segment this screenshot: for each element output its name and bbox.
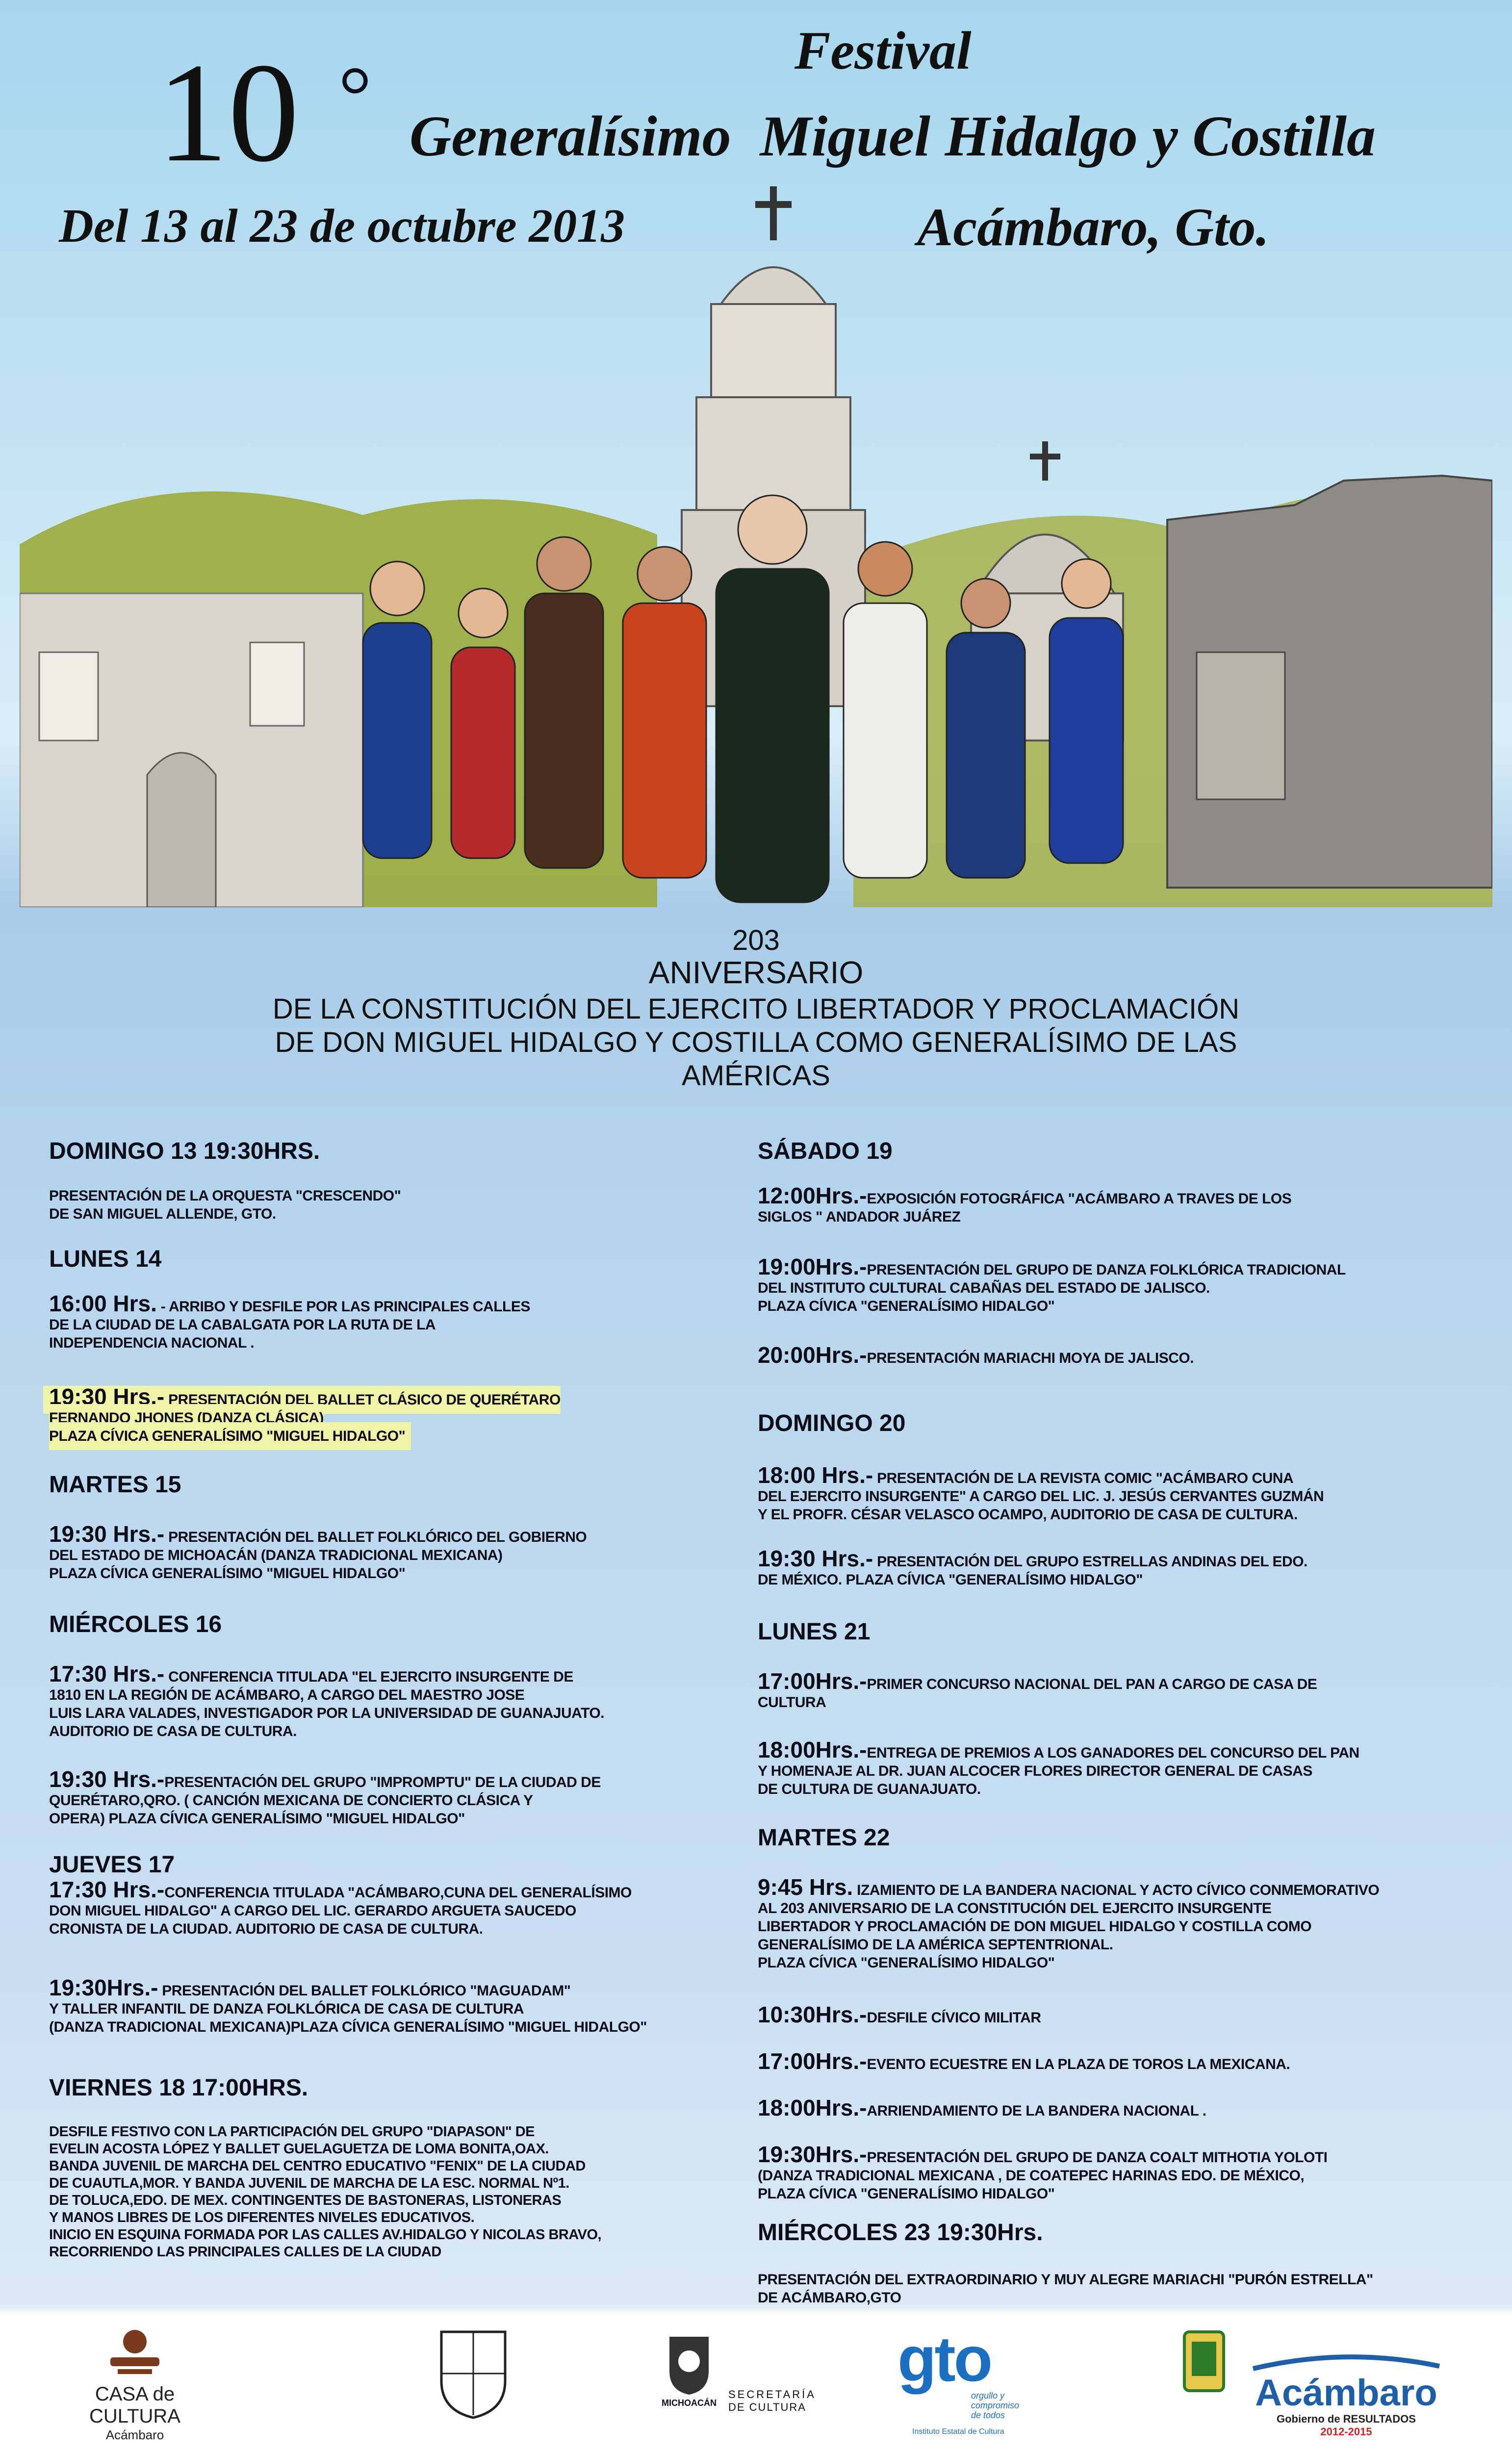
event-text: PRESENTACIÓN DEL BALLET CLÁSICO DE QUERÉTARO FERNANDO JHONES (DANZA CLÁSICA) PLAZA CÍVICA GENERALÍSIMO "MIGUEL HIDALGO" bbox=[49, 1392, 561, 1444]
festival-dates: Del 13 al 23 de octubre 2013 bbox=[59, 200, 625, 253]
acambaro-crest bbox=[1179, 2327, 1229, 2452]
anniversary-line-2: DE DON MIGUEL HIDALGO Y COSTILLA COMO GENERALÍSIMO DE LAS bbox=[275, 1026, 1237, 1058]
festival-label: Festival bbox=[794, 21, 972, 80]
arc-swoosh-icon bbox=[1243, 2351, 1449, 2371]
event-time: 17:00Hrs.- bbox=[758, 2048, 867, 2074]
event-time: 19:00Hrs.- bbox=[758, 1254, 867, 1279]
michoacan-seal bbox=[655, 2327, 723, 2452]
event-text: PRESENTACIÓN DE LA REVISTA COMIC "ACÁMBARO CUNA DEL EJERCITO INSURGENTE" A CARGO DEL LIC. J. JESÚS CERVANTES GUZMÁN Y EL PROFR. CÉSAR VELASCO OCAMPO, AUDITORIO DE CASA DE CULTURA. bbox=[758, 1470, 1324, 1523]
day-heading: MIÉRCOLES 16 bbox=[49, 1611, 222, 1637]
event-text: - ARRIBO Y DESFILE POR LAS PRINCIPALES CALLES DE LA CIUDAD DE LA CABALGATA POR LA RUTA DE LA INDEPENDENCIA NACIONAL . bbox=[49, 1299, 530, 1351]
acambaro-government-logo bbox=[1243, 2351, 1449, 2450]
festival-name: Generalísimo Miguel Hidalgo y Costilla bbox=[410, 104, 1376, 168]
event-time: 18:00 Hrs.- bbox=[758, 1462, 873, 1488]
event-time: 9:45 Hrs. bbox=[758, 1874, 853, 1900]
event-text: DESFILE FESTIVO CON LA PARTICIPACIÓN DEL GRUPO "DIAPASON" DE EVELIN ACOSTA LÓPEZ Y BALLET GUELAGUETZA DE LOMA BONITA,OAX. BANDA JUVENIL DE MARCHA DEL CENTRO EDUCATIVO "FENIX" DE LA CIUDAD DE CUAUTLA,MOR. Y BANDA JUVENIL DE MARCHA DE LA ESC. NORMAL Nº1. DE TOLUCA,EDO. DE MEX. CONTINGENTES DE BASTONERAS, LISTONERAS Y MANOS LIBRES DE LOS DIFERENTES NIVELES EDUCATIVOS. INICIO EN ESQUINA FORMADA POR LAS CALLES AV.HIDALGO Y NICOLAS BRAVO, RECORRIENDO LAS PRINCIPALES CALLES DE LA CIUDAD bbox=[49, 2124, 602, 2260]
event-time: 17:30 Hrs.- bbox=[49, 1661, 165, 1686]
day-heading: VIERNES 18 17:00HRS. bbox=[49, 2075, 308, 2101]
event-item bbox=[49, 1877, 755, 1938]
event-item bbox=[49, 1521, 755, 1583]
event-item bbox=[758, 1342, 1479, 1368]
day-heading: MARTES 22 bbox=[758, 1825, 890, 1851]
secretaria-cultura bbox=[728, 2388, 841, 2427]
gto-institute: Instituto Estatal de Cultura bbox=[912, 2427, 1004, 2436]
event-item bbox=[758, 1874, 1479, 1972]
casa-de-cultura-logo bbox=[54, 2327, 216, 2452]
event-text: IZAMIENTO DE LA BANDERA NACIONAL Y ACTO CÍVICO CONMEMORATIVO AL 203 ANIVERSARIO DE LA CONSTITUCIÓN DEL EJERCITO INSURGENTE LIBERTADOR Y PROCLAMACIÓN DE DON MIGUEL HIDALGO Y COSTILLA COMO GENERALÍSIMO DE LA AMÉRICA SEPTENTRIONAL. PLAZA CÍVICA "GENERALÍSIMO HIDALGO" bbox=[758, 1882, 1380, 1971]
event-time: 17:00Hrs.- bbox=[758, 1668, 867, 1694]
event-time: 16:00 Hrs. bbox=[49, 1291, 157, 1316]
program-left-column bbox=[49, 1128, 755, 2285]
event-text: PRESENTACIÓN DE LA ORQUESTA "CRESCENDO" DE SAN MIGUEL ALLENDE, GTO. bbox=[49, 1188, 401, 1222]
event-item bbox=[49, 1766, 755, 1828]
casa-cultura-city: Acámbaro bbox=[105, 2427, 164, 2442]
acambaro-wordmark: Acámbaro bbox=[1255, 2372, 1437, 2414]
event-time: 19:30 Hrs.- bbox=[49, 1766, 165, 1792]
event-time: 19:30 Hrs.- bbox=[49, 1521, 165, 1547]
municipal-shield bbox=[436, 2327, 515, 2452]
event-item bbox=[758, 2095, 1479, 2120]
casa-cultura-name: CASA de CULTURA bbox=[89, 2383, 180, 2427]
highlighted-event bbox=[49, 1384, 561, 1444]
event-item bbox=[49, 1661, 755, 1740]
anniversary-title: ANIVERSARIO bbox=[648, 955, 864, 990]
gto-tagline-3: de todos bbox=[971, 2410, 1005, 2420]
state-seal-icon bbox=[660, 2327, 718, 2396]
gto-tagline bbox=[971, 2391, 1019, 2420]
event-time: 20:00Hrs.- bbox=[758, 1342, 867, 1368]
event-time: 10:30Hrs.- bbox=[758, 2002, 867, 2027]
event-text: CONFERENCIA TITULADA "EL EJERCITO INSURGENTE DE 1810 EN LA REGIÓN DE ACÁMBARO, A CARGO DEL MAESTRO JOSE LUIS LARA VALADES, INVESTIGADOR POR LA UNIVERSIDAD DE GUANAJUATO. AUDITORIO DE CASA DE CULTURA. bbox=[49, 1669, 605, 1739]
event-text: PRESENTACIÓN DEL GRUPO DE DANZA FOLKLÓRICA TRADICIONAL DEL INSTITUTO CULTURAL CABAÑAS DEL ESTADO DE JALISCO. PLAZA CÍVICA "GENERALÍSIMO HIDALGO" bbox=[758, 1262, 1346, 1314]
event-time: 17:30 Hrs.- bbox=[49, 1877, 165, 1902]
festival-place: Acámbaro, Gto. bbox=[917, 197, 1270, 257]
event-time: 18:00Hrs.- bbox=[758, 2095, 867, 2120]
event-text: ENTREGA DE PREMIOS A LOS GANADORES DEL CONCURSO DEL PAN Y HOMENAJE AL DR. JUAN ALCOCER FLORES DIRECTOR GENERAL DE CASAS DE CULTURA DE GUANAJUATO. bbox=[758, 1745, 1359, 1797]
michoacan-label: MICHOACÁN bbox=[662, 2398, 717, 2408]
anniversary-number: 203 bbox=[732, 924, 780, 956]
event-time: 19:30 Hrs.- bbox=[49, 1384, 165, 1409]
secretaria-line-1: SECRETARÍA bbox=[728, 2388, 816, 2401]
event-text: DESFILE CÍVICO MILITAR bbox=[867, 2010, 1041, 2026]
event-item bbox=[49, 1291, 755, 1352]
event-time: 12:00Hrs.- bbox=[758, 1183, 867, 1208]
anniversary-line-1: DE LA CONSTITUCIÓN DEL EJERCITO LIBERTADOR Y PROCLAMACIÓN bbox=[272, 993, 1240, 1025]
day-heading: JUEVES 17 bbox=[49, 1852, 175, 1878]
event-text: EXPOSICIÓN FOTOGRÁFICA "ACÁMBARO A TRAVES DE LOS SIGLOS " ANDADOR JUÁREZ bbox=[758, 1191, 1292, 1225]
day-heading: DOMINGO 20 bbox=[758, 1410, 906, 1436]
title-degree: ° bbox=[338, 50, 372, 142]
event-item bbox=[49, 1975, 755, 2036]
casa-cultura-emblem-icon bbox=[105, 2327, 164, 2381]
event-item bbox=[758, 1737, 1479, 1798]
gto-wordmark: gto bbox=[897, 2323, 991, 2395]
event-text: ARRIENDAMIENTO DE LA BANDERA NACIONAL . bbox=[867, 2103, 1206, 2119]
secretaria-line-2: DE CULTURA bbox=[728, 2401, 806, 2413]
day-heading: LUNES 14 bbox=[49, 1246, 162, 1272]
event-text: EVENTO ECUESTRE EN LA PLAZA DE TOROS LA MEXICANA. bbox=[867, 2056, 1290, 2072]
event-item bbox=[758, 1183, 1479, 1226]
gto-logo bbox=[897, 2323, 1025, 2452]
event-item bbox=[758, 1462, 1479, 1524]
crest-icon bbox=[1179, 2327, 1229, 2405]
hero-illustration bbox=[20, 162, 1492, 907]
event-text: PRESENTACIÓN DEL GRUPO DE DANZA COALT MITHOTIA YOLOTI (DANZA TRADICIONAL MEXICANA , DE COATEPEC HARINAS EDO. DE MÉXICO, PLAZA CÍVICA "GENERALÍSIMO HIDALGO" bbox=[758, 2149, 1328, 2202]
day-heading: DOMINGO 13 19:30HRS. bbox=[49, 1138, 320, 1164]
title-number: 10 bbox=[157, 34, 299, 191]
event-item bbox=[758, 2142, 1479, 2203]
event-text: PRESENTACIÓN DEL BALLET FOLKLÓRICO DEL GOBIERNO DEL ESTADO DE MICHOACÁN (DANZA TRADICIONAL MEXICANA) PLAZA CÍVICA GENERALÍSIMO "MIGUEL HIDALGO" bbox=[49, 1529, 587, 1582]
day-heading: LUNES 21 bbox=[758, 1619, 871, 1645]
shield-icon bbox=[436, 2327, 510, 2420]
day-heading: SÁBADO 19 bbox=[758, 1138, 893, 1164]
day-heading: MARTES 15 bbox=[49, 1472, 181, 1498]
event-text: PRESENTACIÓN DEL BALLET FOLKLÓRICO "MAGUADAM" Y TALLER INFANTIL DE DANZA FOLKLÓRICA DE CASA DE CULTURA (DANZA TRADICIONAL MEXICANA)PLAZA CÍVICA GENERALÍSIMO "MIGUEL HIDALGO" bbox=[49, 1983, 647, 2035]
event-item bbox=[758, 2048, 1479, 2074]
event-text: PRIMER CONCURSO NACIONAL DEL PAN A CARGO DE CASA DE CULTURA bbox=[758, 1676, 1317, 1711]
event-text: PRESENTACIÓN DEL GRUPO ESTRELLAS ANDINAS DEL EDO. DE MÉXICO. PLAZA CÍVICA "GENERALÍSIMO HIDALGO" bbox=[758, 1554, 1307, 1588]
event-time: 19:30Hrs.- bbox=[758, 2142, 867, 2167]
event-time: 19:30Hrs.- bbox=[49, 1975, 158, 2000]
anniversary-line-3: AMÉRICAS bbox=[682, 1060, 830, 1092]
event-item bbox=[758, 1668, 1479, 1711]
event-time: 19:30 Hrs.- bbox=[758, 1546, 873, 1571]
government-tagline: Gobierno de RESULTADOS bbox=[1277, 2413, 1416, 2425]
event-text: CONFERENCIA TITULADA "ACÁMBARO,CUNA DEL GENERALÍSIMO DON MIGUEL HIDALGO" A CARGO DEL LIC. GERARDO ARGUETA SAUCEDO CRONISTA DE LA CIUDAD. AUDITORIO DE CASA DE CULTURA. bbox=[49, 1885, 632, 1937]
event-item bbox=[758, 1546, 1479, 1589]
event-item bbox=[758, 2002, 1479, 2027]
government-period: 2012-2015 bbox=[1320, 2426, 1372, 2438]
event-item bbox=[758, 1254, 1479, 1315]
gto-tagline-2: compromiso bbox=[971, 2401, 1020, 2410]
program-right-column bbox=[758, 1128, 1479, 2306]
gto-tagline-1: orgullo y bbox=[971, 2391, 1005, 2401]
event-time: 18:00Hrs.- bbox=[758, 1737, 867, 1762]
event-text: PRESENTACIÓN MARIACHI MOYA DE JALISCO. bbox=[867, 1350, 1194, 1366]
event-text: PRESENTACIÓN DEL EXTRAORDINARIO Y MUY ALEGRE MARIACHI "PURÓN ESTRELLA" DE ACÁMBARO,GTO bbox=[758, 2272, 1373, 2306]
event-item bbox=[49, 1384, 755, 1445]
day-heading: MIÉRCOLES 23 19:30Hrs. bbox=[758, 2220, 1043, 2246]
event-text: PRESENTACIÓN DEL GRUPO "IMPROMPTU" DE LA CIUDAD DE QUERÉTARO,QRO. ( CANCIÓN MEXICANA DE CONCIERTO CLÁSICA Y OPERA) PLAZA CÍVICA GENERALÍSIMO "MIGUEL HIDALGO" bbox=[49, 1774, 601, 1827]
